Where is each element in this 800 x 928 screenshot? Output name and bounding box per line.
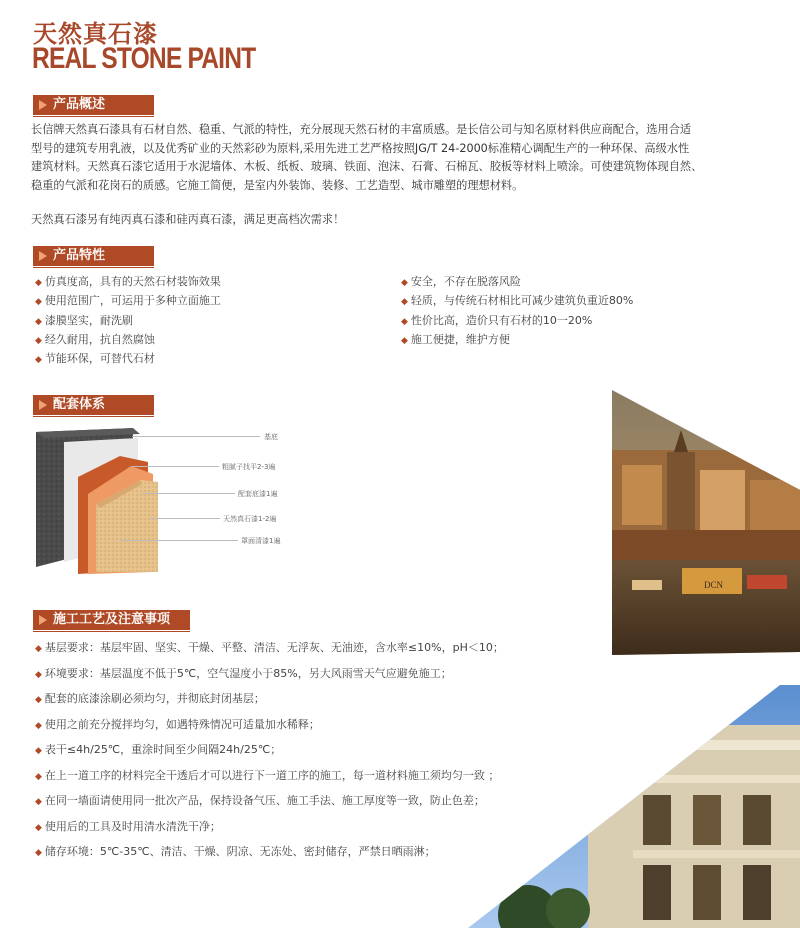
- section-underline: [33, 416, 154, 417]
- features-list-right: [401, 273, 633, 350]
- process-item: ◆ 使用后的工具及时用清水清洗干净；: [35, 819, 221, 833]
- process-item: ◆ 配套的底漆涂刷必须均匀，并彻底封闭基层；: [35, 692, 265, 705]
- diamond-bullet-icon: ◆: [401, 335, 408, 346]
- diamond-bullet-icon: ◆: [35, 335, 42, 346]
- process-item: ◆ 环境要求：基层温度不低于5℃，空气湿度小于85%，另大风雨雪天气应避免施工；: [35, 666, 452, 680]
- layer-label-substrate: 基底: [264, 433, 278, 441]
- section-heading-system: [33, 395, 154, 415]
- process-item: ◆ 使用之前充分搅拌均匀，如遇特殊情况可适量加水稀释；: [35, 717, 320, 731]
- section-heading-process: [33, 610, 190, 630]
- layer-label-stone-paint: 天然真石漆1-2遍: [223, 515, 277, 523]
- diamond-bullet-icon: ◆: [401, 316, 408, 327]
- diamond-bullet-icon: ◆: [35, 746, 42, 756]
- process-list: [35, 636, 504, 866]
- process-item: ◆ 基层要求：基层牢固、坚实、干燥、平整、清洁、无浮灰、无油迹，含水率≤10%，pH＜10；: [35, 641, 504, 654]
- layer-label-primer: 配套底漆1遍: [238, 490, 278, 498]
- diamond-bullet-icon: ◆: [401, 278, 408, 288]
- overview-line: 长信牌天然真石漆具有石材自然、稳重、气派的特性，充分展现天然石材的丰富质感。是长信公司与知名原材料供应商配合，选用合适: [31, 123, 692, 136]
- diamond-bullet-icon: ◆: [401, 297, 408, 308]
- overview-line: 稳重的气派和花岗石的质感。它施工简便，是室内外装饰、装修、工艺造型、城市雕塑的理想材料。: [31, 179, 524, 193]
- section-underline: [33, 267, 154, 268]
- diamond-bullet-icon: ◆: [35, 695, 42, 705]
- feature-item: ◆ 经久耐用，抗自然腐蚀: [35, 332, 155, 346]
- process-item: ◆ 储存环境：5℃-35℃、清洁、干燥、阴凉、无冻处、密封储存，严禁日晒雨淋；: [35, 845, 436, 858]
- leader-line: [120, 540, 238, 541]
- feature-item: ◆ 安全，不存在脱落风险: [401, 275, 521, 288]
- feature-item: ◆ 轻质，与传统石材相比可减少建筑负重近80%: [401, 294, 634, 308]
- diamond-bullet-icon: ◆: [35, 297, 42, 308]
- overview-line: 型号的建筑专用乳液，以及优秀矿业的天然彩砂为原料,采用先进工艺严格按照JG/T 24-2000标准精心调配生产的一种环保、高级水性: [31, 141, 690, 155]
- section-heading-label: 施工工艺及注意事项: [53, 612, 171, 627]
- feature-item: ◆ 漆膜坚实，耐洗刷: [35, 313, 133, 327]
- section-underline: [33, 631, 190, 632]
- layer-label-clearcoat: 罩面清漆1遍: [241, 537, 281, 545]
- layer-label-putty: 粗腻子找平2-3遍: [222, 463, 276, 471]
- leader-line: [132, 466, 219, 467]
- diamond-bullet-icon: ◆: [35, 644, 42, 654]
- diamond-bullet-icon: ◆: [35, 822, 42, 833]
- section-underline: [33, 116, 154, 117]
- harbour-town-photo: [612, 390, 800, 655]
- section-heading-label: 配套体系: [53, 397, 106, 412]
- leader-line: [142, 493, 235, 494]
- boat-sign: DCN: [704, 580, 724, 590]
- feature-item: ◆ 施工便捷，维护方便: [401, 332, 510, 346]
- diamond-bullet-icon: ◆: [35, 669, 42, 680]
- section-heading-label: 产品概述: [53, 97, 106, 112]
- diamond-bullet-icon: ◆: [35, 355, 42, 366]
- feature-item: ◆ 使用范围广，可运用于多种立面施工: [35, 294, 221, 308]
- feature-item: ◆ 性价比高，造价只有石材的10一20%: [401, 313, 593, 327]
- diamond-bullet-icon: ◆: [35, 316, 42, 327]
- leader-line: [132, 436, 260, 437]
- process-item: ◆ 在同一墙面请使用同一批次产品，保持设备气压、施工手法、施工厚度等一致，防止色差；: [35, 794, 485, 807]
- page-title-cn: 天然真石漆: [33, 20, 158, 48]
- section-heading-overview: [33, 95, 154, 115]
- overview-paragraph: [31, 121, 731, 196]
- diamond-bullet-icon: ◆: [35, 771, 42, 782]
- diamond-bullet-icon: ◆: [35, 797, 42, 807]
- features-list-left: [35, 273, 221, 369]
- leader-line: [150, 518, 220, 519]
- overview-extra-note: 天然真石漆另有纯丙真石漆和硅丙真石漆，满足更高档次需求！: [31, 213, 345, 226]
- process-item: ◆ 在上一道工序的材料完全干透后才可以进行下一道工序的施工，每一道材料施工须均匀一致 ；: [35, 768, 500, 782]
- section-heading-features: [33, 246, 154, 266]
- section-heading-label: 产品特性: [53, 248, 106, 263]
- diamond-bullet-icon: ◆: [35, 278, 42, 288]
- coating-layers-diagram: [28, 422, 178, 582]
- diamond-bullet-icon: ◆: [35, 720, 42, 731]
- classical-building-photo: [468, 685, 800, 928]
- feature-item: ◆ 节能环保，可替代石材: [35, 352, 155, 366]
- overview-line: 建筑材料。天然真石漆它适用于水泥墙体、木板、纸板、玻璃、铁面、泡沫、石膏、石棉瓦、胶板等材料上喷涂。可使建筑物体现自然、: [31, 160, 703, 174]
- diamond-bullet-icon: ◆: [35, 848, 42, 858]
- page-title-en: REAL STONE PAINT: [32, 42, 256, 75]
- feature-item: ◆ 仿真度高，具有的天然石材装饰效果: [35, 275, 221, 288]
- process-item: ◆ 表干≤4h/25℃，重涂时间至少间隔24h/25℃；: [35, 743, 282, 756]
